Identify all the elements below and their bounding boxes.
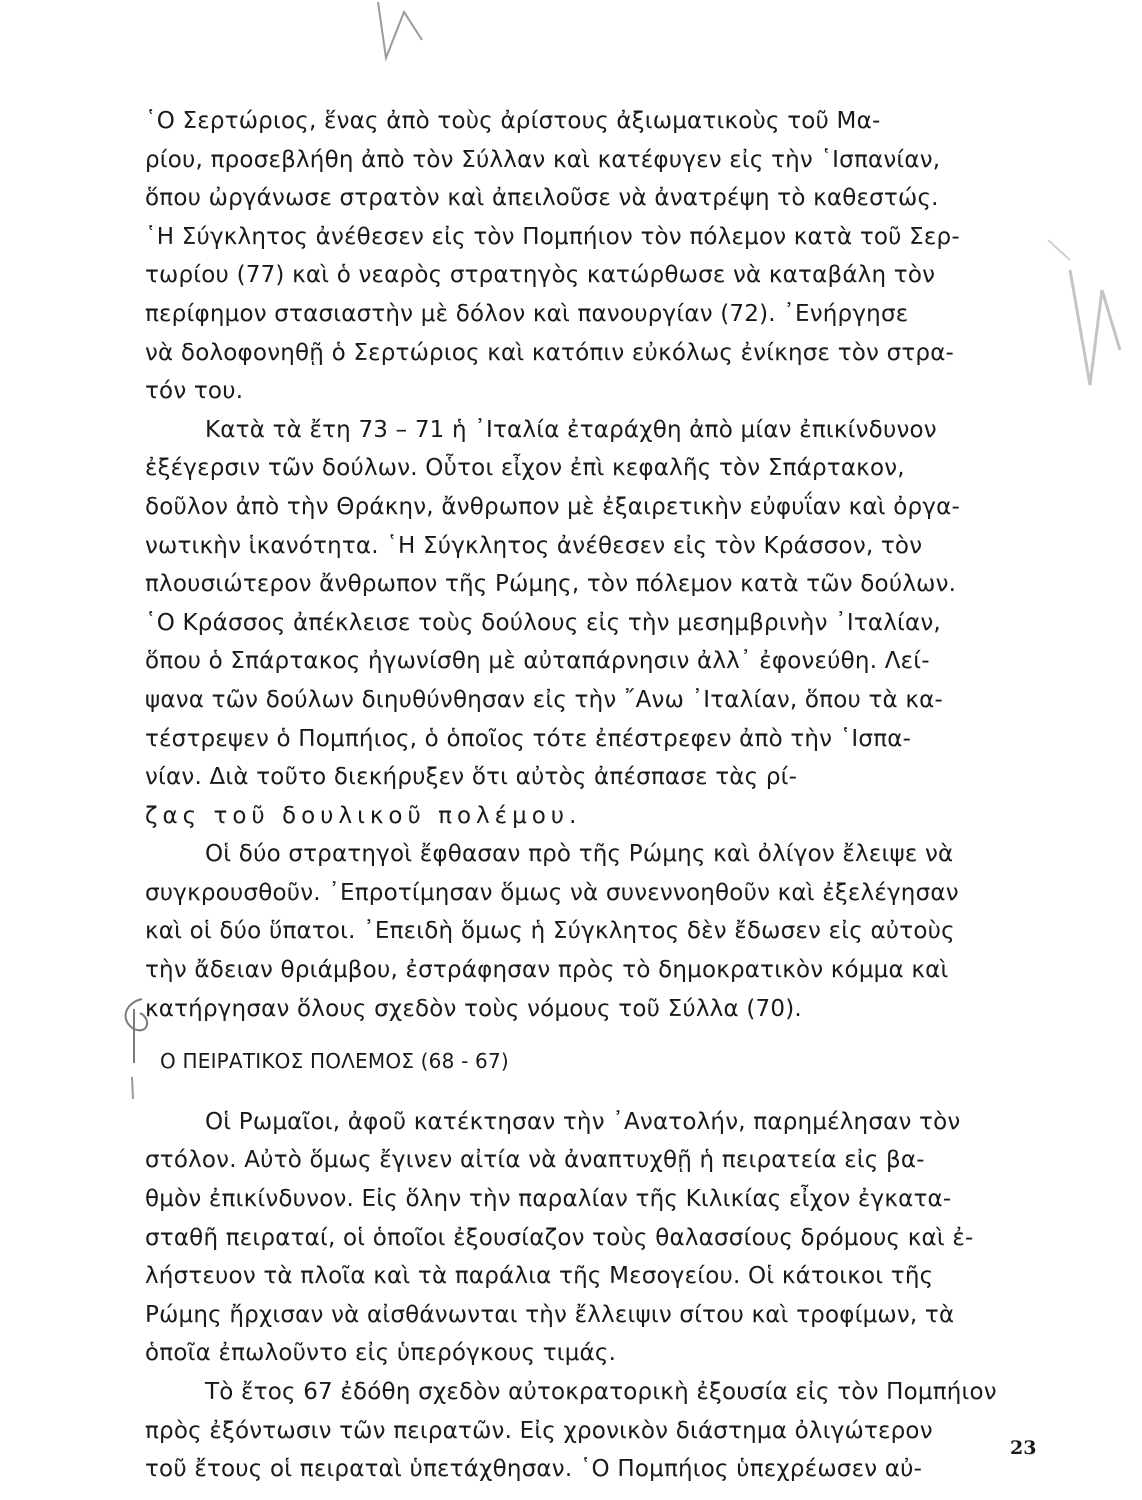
paragraph-consuls <box>145 835 1025 1028</box>
text-line: τωρίου (77) καὶ ὁ νεαρὸς στρατηγὸς κατώρθωσε νὰ καταβάλη τὸν <box>145 262 936 289</box>
text-column <box>145 102 1025 1489</box>
text-line: Οἱ δύο στρατηγοὶ ἔφθασαν πρὸ τῆς Ρώμης καὶ ὀλίγον ἔλειψε νὰ <box>205 841 954 868</box>
text-line: νὰ δολοφονηθῇ ὁ Σερτώριος καὶ κατόπιν εὐκόλως ἐνίκησε τὸν στρα- <box>145 339 955 366</box>
text-line: ῾Ο Κράσσος ἀπέκλεισε τοὺς δούλους εἰς τὴν μεσημβρινὴν ᾿Ιταλίαν, <box>145 609 941 636</box>
text-line: Ρώμης ἤρχισαν νὰ αἰσθάνωνται τὴν ἔλλειψιν σίτου καὶ τροφίμων, τὰ <box>145 1301 955 1328</box>
text-line: ὁποῖα ἐπωλοῦντο εἰς ὑπερόγκους τιμάς. <box>145 1340 617 1367</box>
paragraph-spartacus <box>145 411 1025 836</box>
text-line: δοῦλον ἀπὸ τὴν Θράκην, ἄνθρωπον μὲ ἐξαιρετικὴν εὐφυΐαν καὶ ὀργα- <box>145 493 960 520</box>
paragraph-pompey-command <box>145 1373 1025 1489</box>
text-line: Τὸ ἔτος 67 ἐδόθη σχεδὸν αὐτοκρατορικὴ ἐξουσία εἰς τὸν Πομπήιον <box>205 1379 997 1405</box>
text-line: ῾Η Σύγκλητος ἀνέθεσεν εἰς τὸν Πομπήιον τὸν πόλεμον κατὰ τοῦ Σερ- <box>145 223 960 250</box>
section-heading <box>145 1042 1025 1081</box>
text-line: τοῦ ἔτους οἱ πειραταὶ ὑπετάχθησαν. ῾Ο Πομπήιος ὑπεχρέωσεν αὐ- <box>145 1456 923 1483</box>
text-line: ζας τοῦ δουλικοῦ πολέμου. <box>145 802 582 829</box>
paragraph-sertorius <box>145 102 1025 411</box>
text-line: κατήργησαν ὅλους σχεδὸν τοὺς νόμους τοῦ Σύλλα (70). <box>145 995 802 1022</box>
text-line: θμὸν ἐπικίνδυνον. Εἰς ὅλην τὴν παραλίαν τῆς Κιλικίας εἶχον ἐγκατα- <box>145 1186 952 1213</box>
text-line: νωτικὴν ἱκανότητα. ῾Η Σύγκλητος ἀνέθεσεν εἰς τὸν Κράσσον, τὸν <box>145 532 923 559</box>
text-line: ψανα τῶν δούλων διηυθύνθησαν εἰς τὴν ῎Ανω ᾿Ιταλίαν, ὅπου τὰ κα- <box>145 686 944 713</box>
text-line: καὶ οἱ δύο ὕπατοι. ᾿Επειδὴ ὅμως ἡ Σύγκλητος δὲν ἔδωσεν εἰς αὐτοὺς <box>145 918 955 945</box>
text-line: στόλον. Αὐτὸ ὅμως ἔγινεν αἰτία νὰ ἀναπτυχθῇ ἡ πειρατεία εἰς βα- <box>145 1147 925 1174</box>
text-line: Κατὰ τὰ ἔτη 73 – 71 ἡ ᾿Ιταλία ἐταράχθη ἀπὸ μίαν ἐπικίνδυνον <box>205 416 937 443</box>
text-line: τόν του. <box>145 378 244 405</box>
section-heading-text: Ο ΠΕΙΡΑΤΙΚΟΣ ΠΟΛΕΜΟΣ (68 - 67) <box>160 1049 509 1074</box>
text-line: νίαν. Διὰ τοῦτο διεκήρυξεν ὅτι αὐτὸς ἀπέσπασε τὰς ρί- <box>145 764 798 791</box>
text-line: ἐξέγερσιν τῶν δούλων. Οὗτοι εἶχον ἐπὶ κεφαλῆς τὸν Σπάρτακον, <box>145 455 905 482</box>
pencil-bracket-mark <box>110 995 170 1105</box>
text-line: περίφημον στασιαστὴν μὲ δόλον καὶ πανουργίαν (72). ᾿Ενήργησε <box>145 300 909 327</box>
text-line: λήστευον τὰ πλοῖα καὶ τὰ παράλια τῆς Μεσογείου. Οἱ κάτοικοι τῆς <box>145 1263 934 1290</box>
pencil-mark-top <box>360 0 440 70</box>
text-line: Οἱ Ρωμαῖοι, ἀφοῦ κατέκτησαν τὴν ᾿Ανατολήν, παρημέλησαν τὸν <box>205 1108 961 1135</box>
page-number: 23 <box>1010 1437 1037 1459</box>
text-line: ὅπου ὠργάνωσε στρατὸν καὶ ἀπειλοῦσε νὰ ἀνατρέψη τὸ καθεστώς. <box>145 185 939 212</box>
pencil-mark-margin <box>1040 230 1130 400</box>
paragraph-pirates <box>145 1103 1025 1373</box>
text-line: τέστρεψεν ὁ Πομπήιος, ὁ ὁποῖος τότε ἐπέστρεφεν ἀπὸ τὴν ῾Ισπα- <box>145 725 912 752</box>
text-line: σταθῆ πειραταί, οἱ ὁποῖοι ἐξουσίαζον τοὺς θαλασσίους δρόμους καὶ ἐ- <box>145 1224 974 1251</box>
text-line: ῾Ο Σερτώριος, ἕνας ἀπὸ τοὺς ἀρίστους ἀξιωματικοὺς τοῦ Μα- <box>145 108 881 134</box>
text-line: ρίου, προσεβλήθη ἀπὸ τὸν Σύλλαν καὶ κατέφυγεν εἰς τὴν ῾Ισπανίαν, <box>145 146 941 173</box>
text-line: πρὸς ἐξόντωσιν τῶν πειρατῶν. Εἰς χρονικὸν διάστημα ὀλιγώτερον <box>145 1417 933 1444</box>
text-line: ὅπου ὁ Σπάρτακος ἠγωνίσθη μὲ αὐταπάρνησιν ἀλλ᾿ ἐφονεύθη. Λεί- <box>145 648 930 675</box>
text-line: πλουσιώτερον ἄνθρωπον τῆς Ρώμης, τὸν πόλεμον κατὰ τῶν δούλων. <box>145 571 957 598</box>
text-line: τὴν ἄδειαν θριάμβου, ἐστράφησαν πρὸς τὸ δημοκρατικὸν κόμμα καὶ <box>145 957 949 984</box>
text-line: συγκρουσθοῦν. ᾿Επροτίμησαν ὅμως νὰ συνεννοηθοῦν καὶ ἐξελέγησαν <box>145 879 959 906</box>
